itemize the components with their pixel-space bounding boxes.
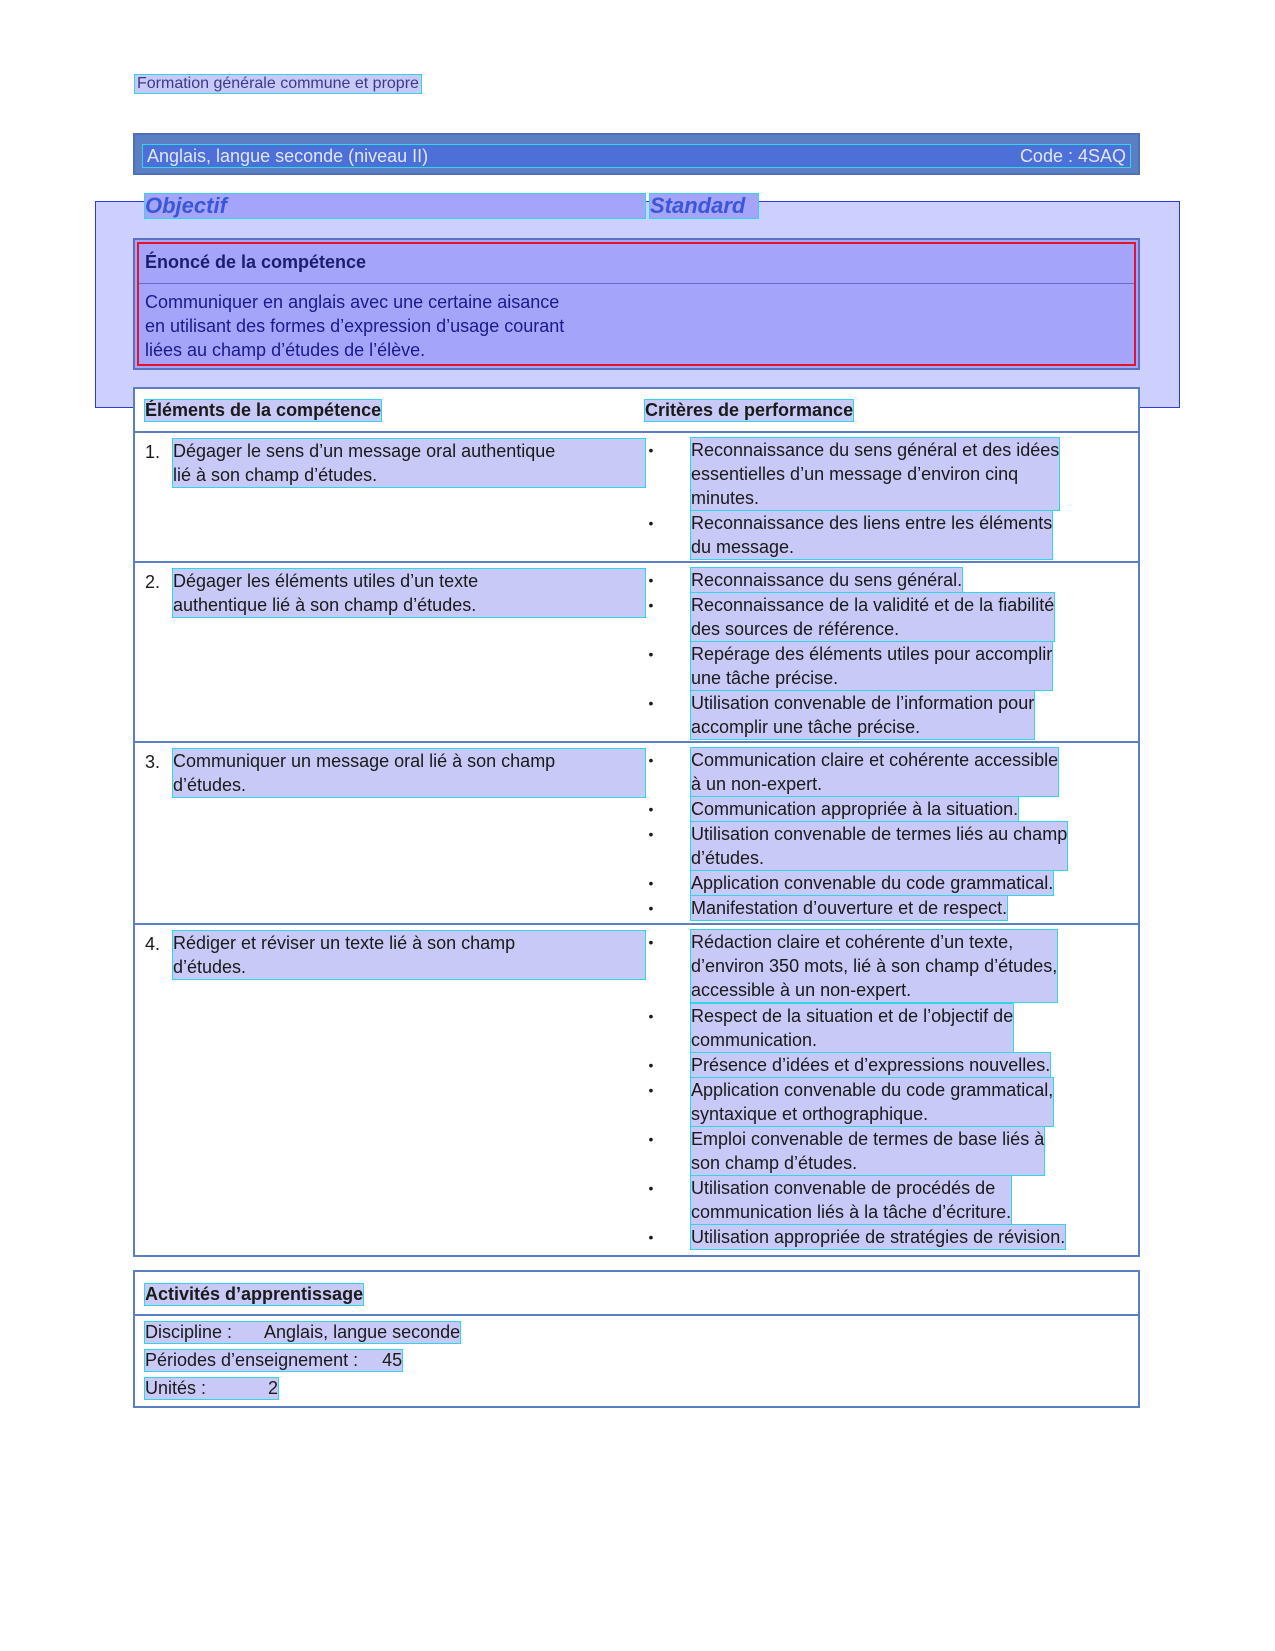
course-title-inner (143, 145, 1130, 167)
criterion-line: d’environ 350 mots, lié à son champ d’études, (691, 956, 1058, 976)
bullet-icon: • (648, 1131, 654, 1147)
bullet-icon: • (648, 875, 654, 891)
periodes-label: Périodes d’enseignement : (145, 1350, 359, 1370)
criterion (691, 1127, 1044, 1175)
criterion-line: Repérage des éléments utiles pour accomplir (691, 644, 1053, 664)
enonce-line-1: Communiquer en anglais avec une certaine aisance (145, 292, 560, 312)
bullet-icon: • (648, 695, 654, 711)
unites-label: Unités : (145, 1378, 207, 1398)
criterion-line: du message. (691, 537, 795, 557)
bullet-icon: • (648, 1008, 654, 1024)
criterion (691, 1078, 1053, 1126)
bullet-icon: • (648, 597, 654, 613)
bullet-icon: • (648, 515, 654, 531)
criterion-line: Respect de la situation et de l’objectif de (691, 1006, 1014, 1026)
element-line: Dégager les éléments utiles d’un texte (173, 571, 479, 591)
criterion (691, 797, 1018, 821)
course-title: Anglais, langue seconde (niveau II) (147, 146, 429, 166)
criterion-line: Emploi convenable de termes de base liés à (691, 1129, 1045, 1149)
criterion (691, 748, 1058, 796)
criterion-line: Utilisation appropriée de stratégies de révision. (691, 1227, 1066, 1247)
criterion (691, 593, 1054, 641)
criterion-line: une tâche précise. (691, 668, 839, 688)
row-divider (135, 741, 1138, 743)
criterion-line: minutes. (691, 488, 760, 508)
criterion (691, 1176, 1011, 1224)
objectif-label: Objectif (145, 194, 645, 218)
criterion (691, 896, 1007, 920)
table-header-divider (135, 431, 1138, 433)
element-line: Dégager le sens d’un message oral authentique (173, 441, 556, 461)
criterion (691, 438, 1059, 510)
col-header-elements: Éléments de la compétence (145, 400, 382, 420)
row-divider (135, 561, 1138, 563)
criterion-line: son champ d’études. (691, 1153, 858, 1173)
criterion (691, 930, 1057, 1002)
bullet-icon: • (648, 801, 654, 817)
unites-row (145, 1378, 278, 1399)
enonce-line-3: liées au champ d’études de l’élève. (145, 340, 426, 360)
course-title-bar (133, 133, 1140, 175)
criterion-line: syntaxique et orthographique. (691, 1104, 929, 1124)
element-line: lié à son champ d’études. (173, 465, 378, 485)
activites-heading: Activités d’apprentissage (145, 1284, 364, 1304)
criterion (691, 1004, 1013, 1052)
criterion (691, 1225, 1065, 1249)
criterion (691, 1053, 1050, 1077)
periodes-value: 45 (382, 1350, 403, 1370)
criterion (691, 511, 1052, 559)
course-code: Code : 4SAQ (1019, 146, 1126, 166)
criterion-line: Reconnaissance du sens général. (691, 570, 963, 590)
element-text (173, 931, 645, 979)
bullet-icon: • (648, 1057, 654, 1073)
enonce-heading: Énoncé de la compétence (145, 252, 367, 272)
criterion-line: Application convenable du code grammatical, (691, 1080, 1054, 1100)
criterion-line: Communication appropriée à la situation. (691, 799, 1019, 819)
col-header-criteres: Critères de performance (645, 400, 854, 420)
criterion-line: à un non-expert. (691, 774, 823, 794)
element-text (173, 439, 645, 487)
element-number: 3. (145, 752, 161, 772)
element-number: 1. (145, 442, 161, 462)
criterion-line: Utilisation convenable de termes liés au champ (691, 824, 1068, 844)
criterion (691, 642, 1052, 690)
criterion-line: Reconnaissance de la validité et de la fiabilité (691, 595, 1055, 615)
discipline-label: Discipline : (145, 1322, 233, 1342)
enonce-line-2: en utilisant des formes d’expression d’usage courant (145, 316, 565, 336)
element-line: d’études. (173, 957, 247, 977)
criterion-line: Application convenable du code grammatical. (691, 873, 1054, 893)
criterion-line: Reconnaissance du sens général et des idées (691, 440, 1060, 460)
running-head: Formation générale commune et propre (137, 75, 419, 92)
bullet-icon: • (648, 1229, 654, 1245)
criterion (691, 822, 1067, 870)
element-line: Rédiger et réviser un texte lié à son champ (173, 933, 516, 953)
bullet-icon: • (648, 752, 654, 768)
discipline-row (145, 1322, 460, 1343)
bullet-icon: • (648, 826, 654, 842)
criterion-line: Utilisation convenable de procédés de (691, 1178, 996, 1198)
element-line: authentique lié à son champ d’études. (173, 595, 477, 615)
bullet-icon: • (648, 1082, 654, 1098)
bullet-icon: • (648, 646, 654, 662)
criterion (691, 871, 1053, 895)
row-divider (135, 923, 1138, 925)
criterion (691, 568, 962, 592)
element-line: d’études. (173, 775, 247, 795)
bullet-icon: • (648, 442, 654, 458)
criterion-line: Communication claire et cohérente accessible (691, 750, 1059, 770)
criterion-line: communication. (691, 1030, 818, 1050)
criterion-line: Reconnaissance des liens entre les éléments (691, 513, 1053, 533)
bullet-icon: • (648, 934, 654, 950)
criterion-line: Manifestation d’ouverture et de respect. (691, 898, 1008, 918)
criterion-line: des sources de référence. (691, 619, 900, 639)
periodes-row (145, 1350, 402, 1371)
criterion-line: accessible à un non-expert. (691, 980, 912, 1000)
standard-label: Standard (650, 194, 758, 218)
element-number: 2. (145, 572, 161, 592)
criterion-line: Rédaction claire et cohérente d’un texte, (691, 932, 1014, 952)
element-text (173, 749, 645, 797)
criterion-line: Présence d’idées et d’expressions nouvelles. (691, 1055, 1051, 1075)
criterion-line: communication liés à la tâche d’écriture. (691, 1202, 1012, 1222)
bullet-icon: • (648, 1180, 654, 1196)
criterion-line: d’études. (691, 848, 765, 868)
bullet-icon: • (648, 572, 654, 588)
bullet-icon: • (648, 900, 654, 916)
enonce-highlight-frame (137, 242, 1136, 366)
element-line: Communiquer un message oral lié à son champ (173, 751, 556, 771)
criterion-line: essentielles d’un message d’environ cinq (691, 464, 1019, 484)
unites-value: 2 (268, 1378, 279, 1398)
discipline-value: Anglais, langue seconde (264, 1322, 461, 1342)
criterion-line: accomplir une tâche précise. (691, 717, 921, 737)
criterion (691, 691, 1034, 739)
criterion-line: Utilisation convenable de l’information pour (691, 693, 1035, 713)
element-number: 4. (145, 934, 161, 954)
element-text (173, 569, 645, 617)
activites-divider (135, 1314, 1138, 1316)
